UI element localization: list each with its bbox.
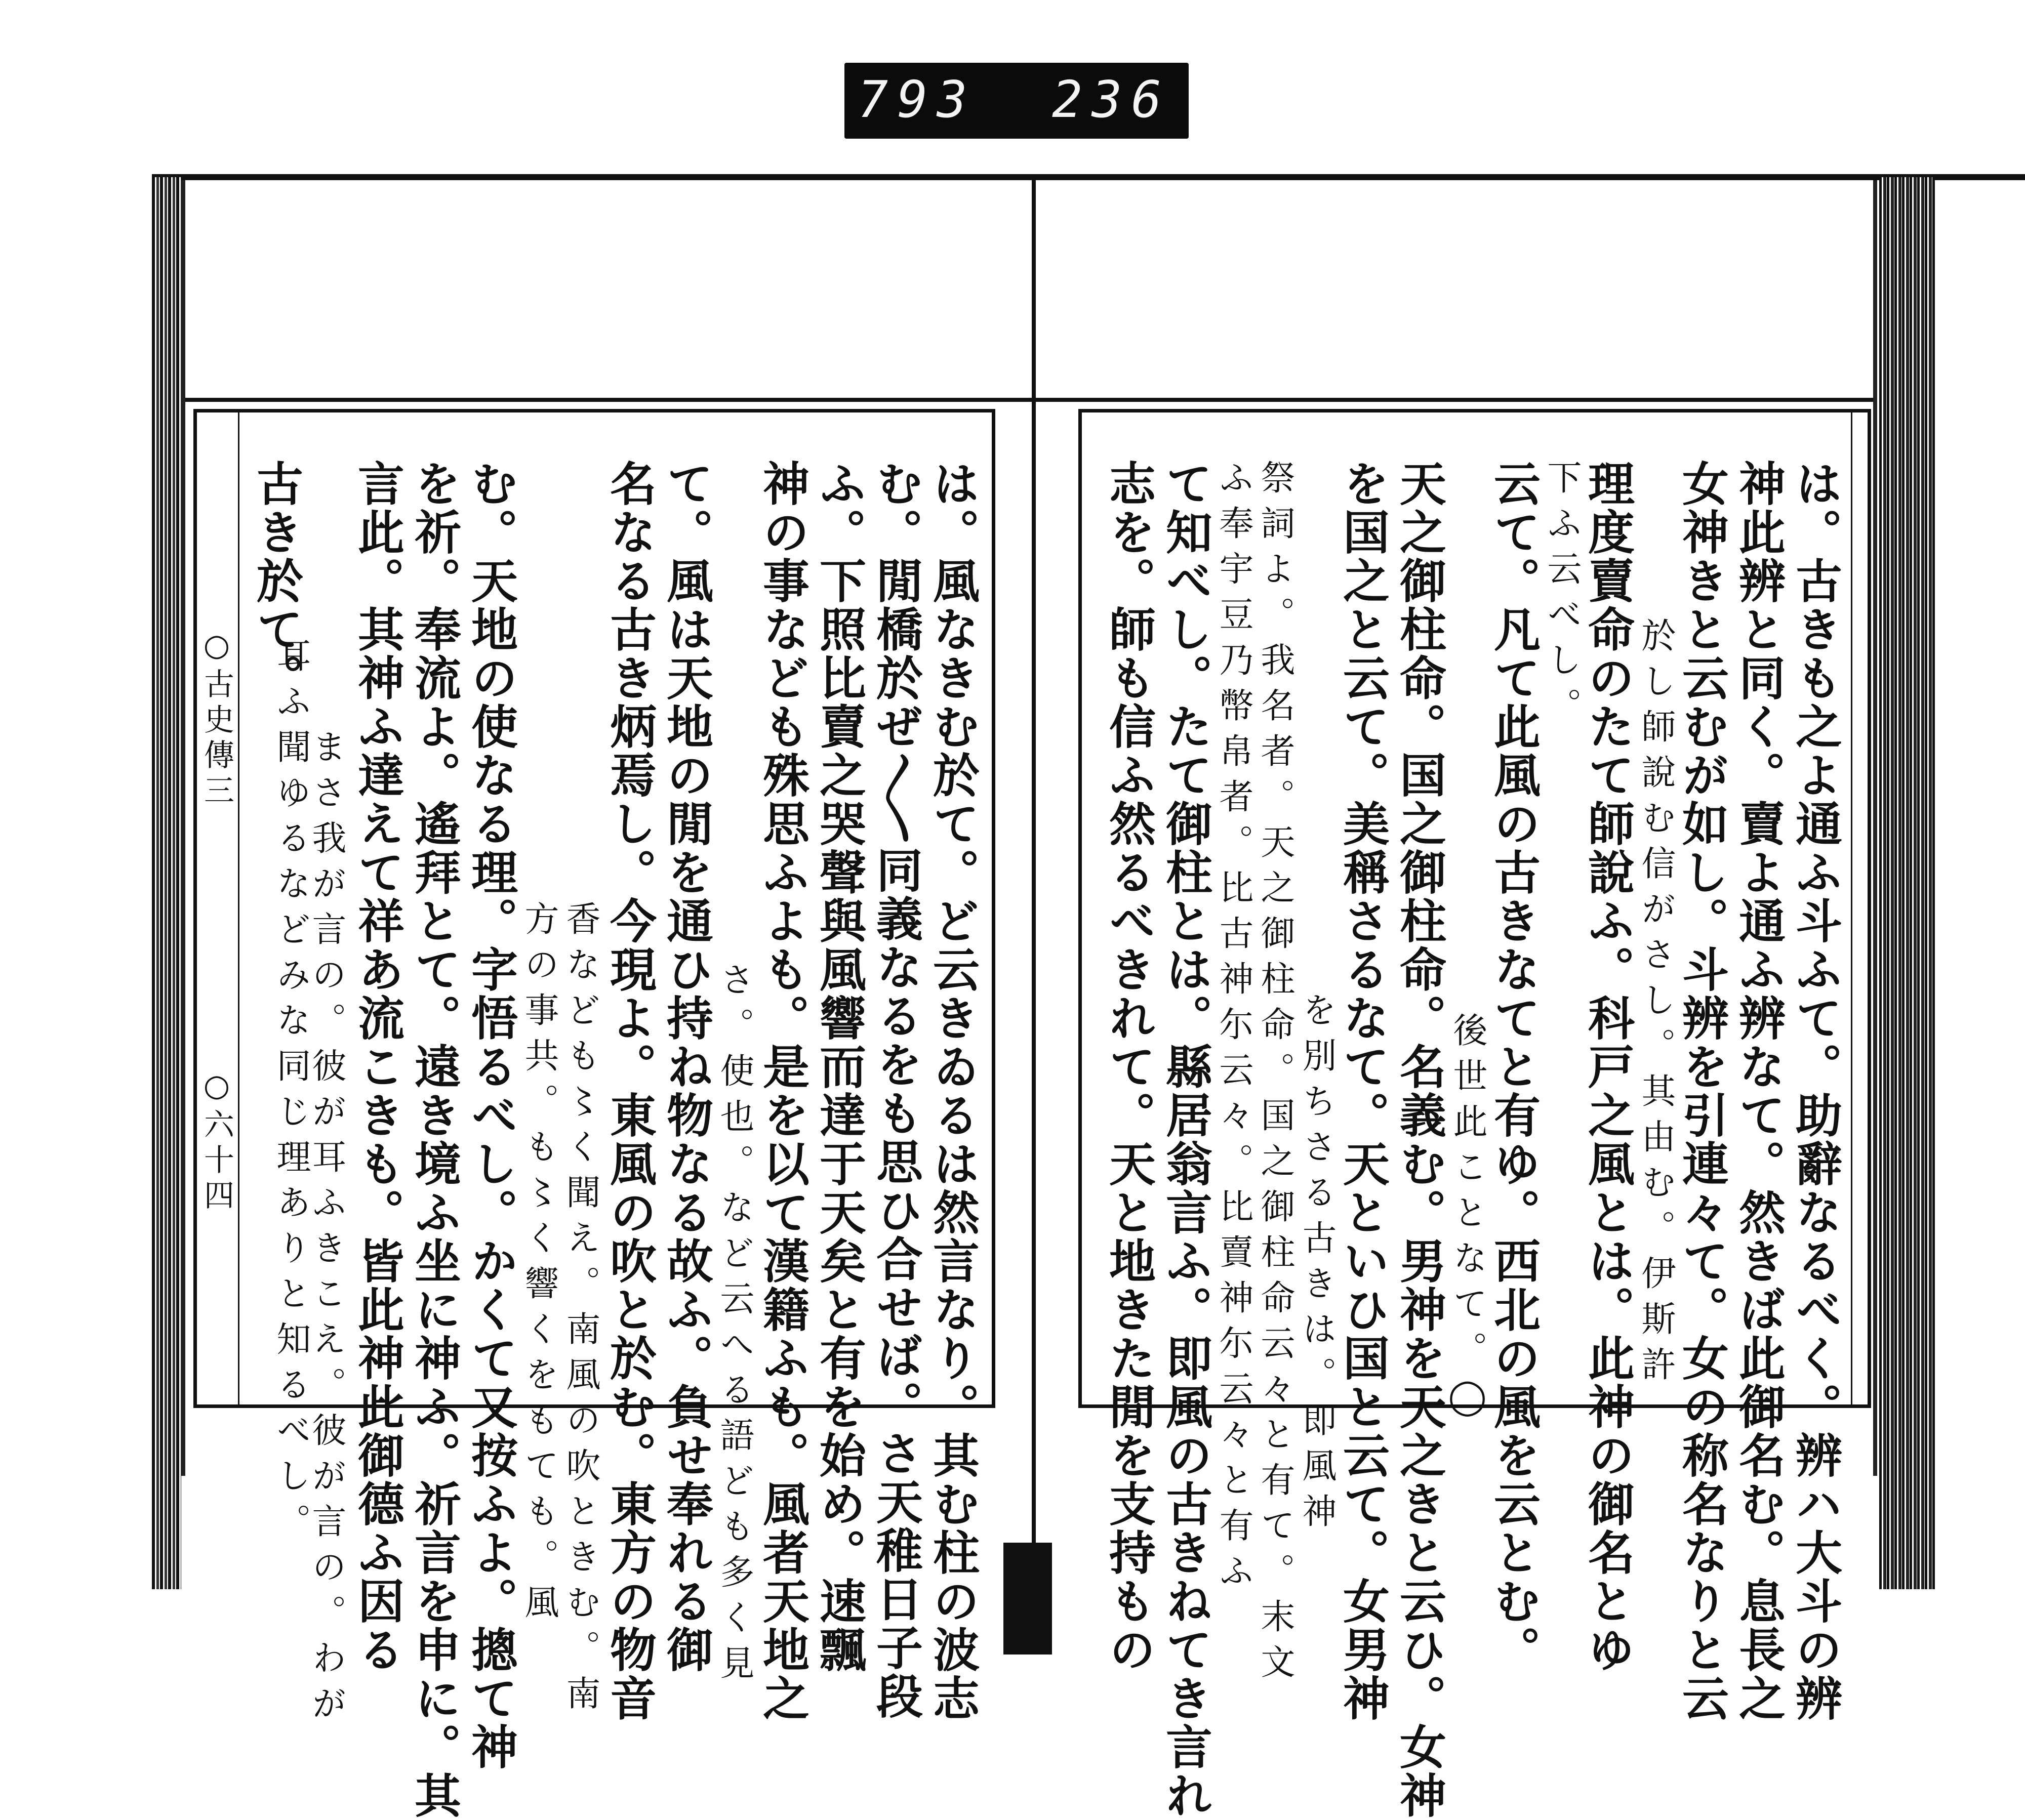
right-text-column: を別ちさる古きは。即風神 [1297, 992, 1336, 1539]
left-page-edge [181, 180, 185, 1476]
right-text-column: は。古きも之よ通ふ斗ふて。助辭なるべく。辨ハ大斗の辨 [1788, 460, 1843, 1723]
left-text-column: 古き於て。 [249, 460, 304, 702]
right-text-column: 志を。師も信ふ然るべきれて。天と地きた閒を支持もの [1102, 460, 1156, 1674]
left-text-column: ふ。下照比賣之哭聲與風響而達于天矣と有を始め。速飄 [812, 460, 867, 1674]
right-text-column: を国之と云て。美稱さるなて。天といひ国と云て。女男神 [1335, 460, 1390, 1723]
left-page-margin-rule [238, 409, 239, 1408]
book-top-edge-right [1924, 174, 2025, 180]
call-number-right: 236 [1052, 70, 1171, 129]
right-text-column: 祭詞よ。我名者。天之御柱命。国之御柱命云々と有て。末文 [1255, 460, 1295, 1689]
right-page-stack [1879, 177, 1935, 1589]
right-text-column: 理度賣命のたて師說ふ。科戸之風とは。此神の御名とゆ [1581, 460, 1635, 1674]
spine-foot [1003, 1543, 1052, 1654]
page-number: ○六十四 [199, 1068, 234, 1215]
left-text-column: 香なども〻く聞え。南風の吹ときむ。南 [560, 901, 600, 1721]
right-text-column: 後世此ことなて。◯ [1447, 1012, 1487, 1428]
right-text-column: ふ奉宇豆乃幣帛者。比古神尓云々。比賣神尓云々と有ふ [1213, 460, 1253, 1598]
right-text-column: 云て。凡て此風の古きなてと有ゆ。西北の風を云とむ。 [1486, 460, 1541, 1674]
left-text-column: む。閒橋於ぜ〳〵同義なるをも思ひ合せば。さ天稚日子段 [869, 460, 923, 1721]
book-top-edge [152, 174, 1939, 180]
running-title: ○古史傳三 [199, 628, 234, 810]
left-text-column: まさ我が言の。彼が耳ふきこえ。彼が言の。わが [306, 729, 346, 1731]
right-text-column: 神此辨と同く。賣よ通ふ辨なて。然きば此御名む。息長之 [1731, 460, 1786, 1723]
call-number-label [844, 63, 1189, 139]
left-text-column: さ。使也。など云へる語ども多く見 [714, 962, 754, 1690]
left-text-column: 方の事共。も〻く響くをもても。風 [519, 901, 559, 1630]
left-text-column: は。風なきむ於て。ど云きゐるは然言なり。其む柱の波志 [925, 460, 980, 1723]
left-page-top-line [185, 398, 1032, 402]
left-text-column: 名なる古き炳焉し。今現よ。東風の吹と於む。東方の物音 [602, 460, 657, 1723]
right-text-column: 於し師說む信がさし。其由む。伊斯許 [1636, 617, 1676, 1392]
right-text-column: 下ふ云べし。 [1542, 460, 1582, 733]
right-text-column: 女神きと云むが如し。斗辨を引連々て。女の称名なりと云 [1675, 460, 1729, 1723]
left-text-column: 神の事なども殊思ふよも。是を以て漢籍ふも。風者天地之 [755, 460, 810, 1723]
right-text-column: て知べし。たて御柱とは。縣居翁言ふ。即風の古きねてき言れ [1158, 460, 1213, 1820]
left-text-column: を祈。奉流よ。遙拜とて。遠き境ふ坐に神ふ。祈言を申に。其 [407, 460, 462, 1820]
left-text-column: む。天地の使なる理。字悟るべし。かくて又按ふよ。摠て神 [464, 460, 518, 1771]
left-text-column: 言此。其神ふ達えて祥あ流こきも。皆此神此御德ふ因る [350, 460, 405, 1674]
right-text-column: 天之御柱命。国之御柱命。名義む。男神を天之きと云ひ。女神 [1392, 460, 1447, 1820]
call-number-left: 793 [858, 70, 977, 129]
right-page-margin-rule [1851, 409, 1852, 1408]
right-page-top-line [1036, 398, 1873, 402]
left-text-column: て。風は天地の閒を通ひ持ね物なる故ふ。負せ奉れる御 [659, 460, 714, 1674]
left-text-column: 耳ふ聞ゆるなどみな同じ理ありと知るべし。 [271, 638, 311, 1549]
right-page-edge [1873, 180, 1877, 1476]
left-page-stack [152, 177, 181, 1589]
book-spine [1032, 180, 1036, 1648]
